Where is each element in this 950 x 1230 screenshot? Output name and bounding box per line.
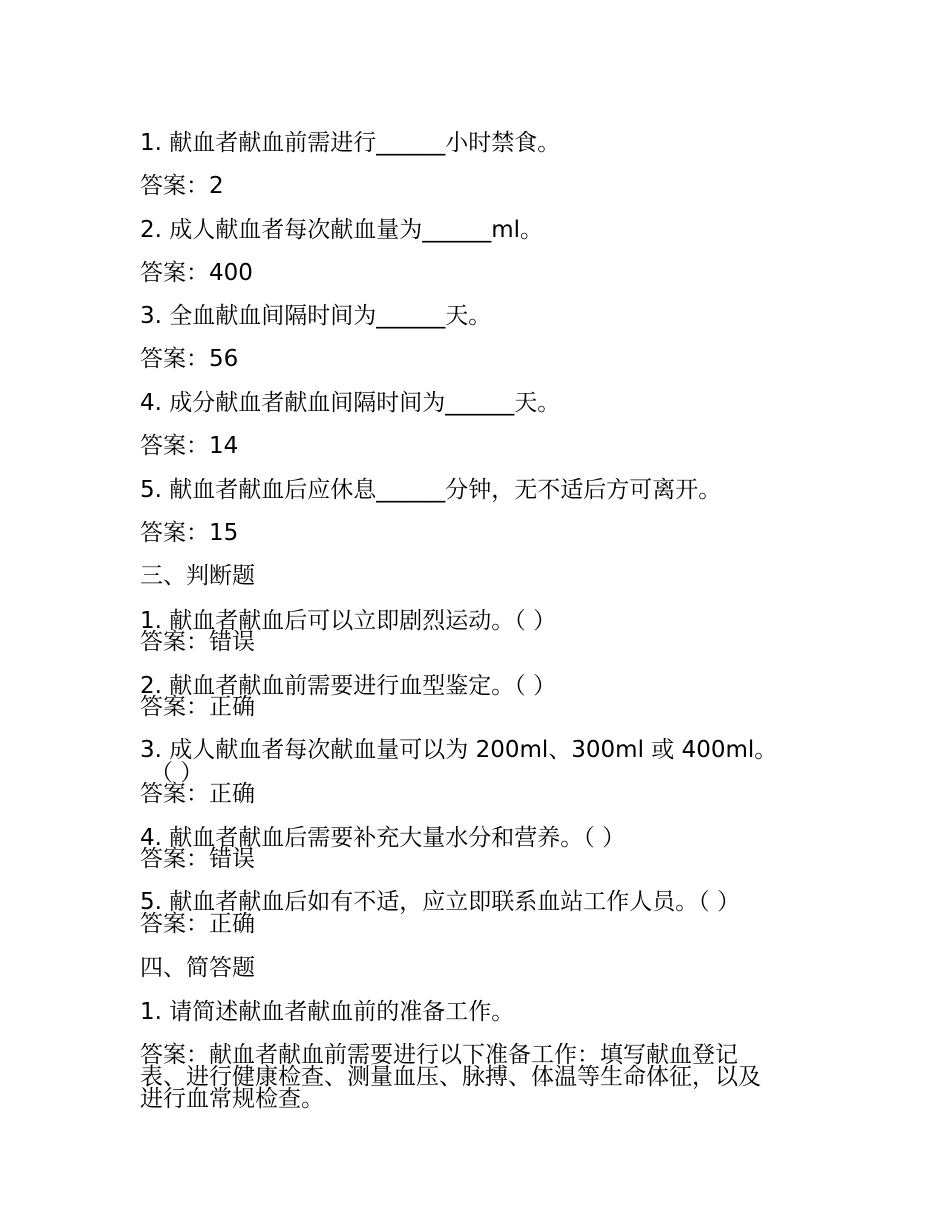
tf-answer-4: 答案：错误 (140, 846, 255, 872)
tf-question-3: 3. 成人献血者每次献血量可以为 200ml、300ml 或 400ml。 (140, 737, 778, 763)
tf-question-5: 5. 献血者献血后如有不适，应立即联系血站工作人员。（ ） (140, 889, 741, 915)
section-heading: 三、判断题 (140, 563, 255, 589)
fill-question-4: 4. 成分献血者献血间隔时间为______天。 (140, 390, 561, 416)
tf-question-4: 4. 献血者献血后需要补充大量水分和营养。（ ） (140, 825, 626, 851)
short-answer-line-3: 进行血常规检查。 (140, 1086, 324, 1112)
short-answer-line-1: 答案：献血者献血前需要进行以下准备工作：填写献血登记 (140, 1042, 738, 1068)
fill-question-2: 2. 成人献血者每次献血量为______ml。 (140, 217, 544, 243)
fill-answer-4: 答案：14 (140, 433, 239, 459)
tf-question-2: 2. 献血者献血前需要进行血型鉴定。（ ） (140, 673, 557, 699)
tf-question-3-bracket: （ ） (150, 760, 204, 786)
fill-question-1: 1. 献血者献血前需进行______小时禁食。 (140, 130, 561, 156)
tf-answer-5: 答案：正确 (140, 911, 255, 937)
fill-answer-2: 答案：400 (140, 260, 253, 286)
tf-question-1: 1. 献血者献血后可以立即剧烈运动。（ ） (140, 608, 557, 634)
tf-answer-3: 答案：正确 (140, 781, 255, 807)
short-question-1: 1. 请简述献血者献血前的准备工作。 (140, 999, 515, 1025)
short-answer-line-2: 表、进行健康检查、测量血压、脉搏、体温等生命体征，以及 (140, 1064, 761, 1090)
tf-answer-1: 答案：错误 (140, 629, 255, 655)
fill-answer-3: 答案：56 (140, 346, 239, 372)
fill-question-5: 5. 献血者献血后应休息______分钟，无不适后方可离开。 (140, 477, 722, 503)
fill-answer-5: 答案：15 (140, 520, 239, 546)
tf-answer-2: 答案：正确 (140, 694, 255, 720)
fill-question-3: 3. 全血献血间隔时间为______天。 (140, 303, 492, 329)
section-heading: 四、简答题 (140, 955, 255, 981)
fill-answer-1: 答案：2 (140, 173, 224, 199)
